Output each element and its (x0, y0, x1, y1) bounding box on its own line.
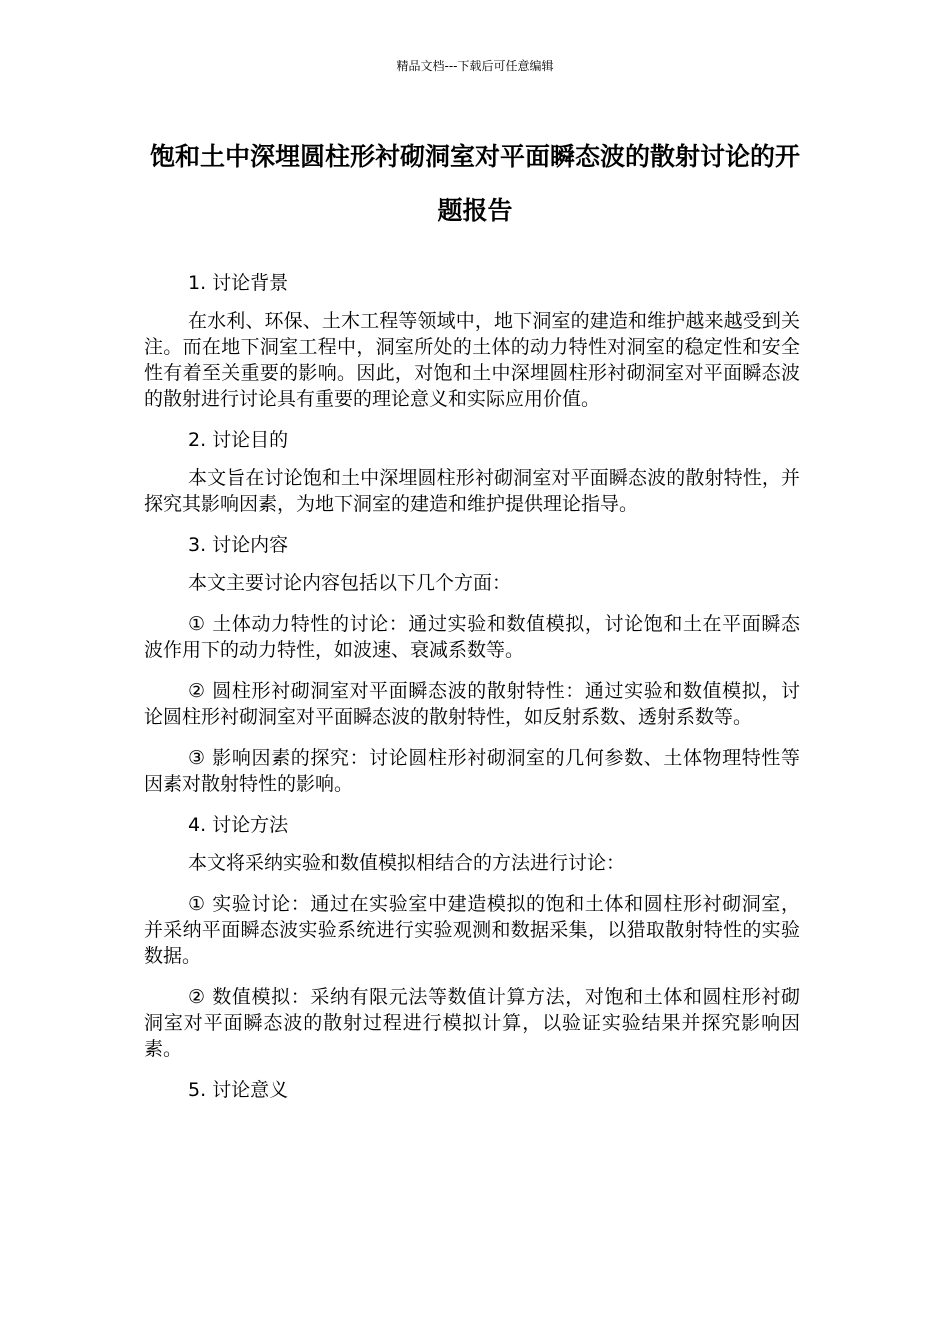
section-heading-method: 4. 讨论方法 (188, 814, 289, 836)
section-heading-background: 1. 讨论背景 (188, 272, 289, 294)
paragraph-content-item-3: ③ 影响因素的探究：讨论圆柱形衬砌洞室的几何参数、土体物理特性等因素对散射特性的影响。 (144, 747, 800, 795)
document-title: 饱和土中深埋圆柱形衬砌洞室对平面瞬态波的散射讨论的开题报告 (149, 142, 800, 225)
section-heading-purpose: 2. 讨论目的 (188, 429, 289, 451)
paragraph-method-intro: 本文将采纳实验和数值模拟相结合的方法进行讨论： (188, 852, 626, 874)
page-header-note: 精品文档---下载后可任意编辑 (396, 59, 554, 73)
section-heading-content: 3. 讨论内容 (188, 534, 289, 556)
paragraph-purpose: 本文旨在讨论饱和土中深埋圆柱形衬砌洞室对平面瞬态波的散射特性，并探究其影响因素，为地下洞室的建造和维护提供理论指导。 (144, 467, 800, 515)
document-body (144, 270, 800, 1115)
paragraph-background: 在水利、环保、土木工程等领域中，地下洞室的建造和维护越来越受到关注。而在地下洞室工程中，洞室所处的土体的动力特性对洞室的稳定性和安全性有着至关重要的影响。因此，对饱和土中深埋圆柱形衬砌洞室对平面瞬态波的散射进行讨论具有重要的理论意义和实际应用价值。 (144, 310, 800, 410)
paragraph-content-item-1: ① 土体动力特性的讨论：通过实验和数值模拟，讨论饱和土在平面瞬态波作用下的动力特性，如波速、衰减系数等。 (144, 613, 800, 661)
paragraph-content-intro: 本文主要讨论内容包括以下几个方面： (188, 572, 512, 594)
paragraph-method-item-2: ② 数值模拟：采纳有限元法等数值计算方法，对饱和土体和圆柱形衬砌洞室对平面瞬态波的散射过程进行模拟计算，以验证实验结果并探究影响因素。 (144, 986, 800, 1060)
paragraph-content-item-2: ② 圆柱形衬砌洞室对平面瞬态波的散射特性：通过实验和数值模拟，讨论圆柱形衬砌洞室对平面瞬态波的散射特性，如反射系数、透射系数等。 (144, 680, 800, 728)
paragraph-method-item-1: ① 实验讨论：通过在实验室中建造模拟的饱和土体和圆柱形衬砌洞室，并采纳平面瞬态波实验系统进行实验观测和数据采集，以猎取散射特性的实验数据。 (144, 893, 800, 967)
section-heading-significance: 5. 讨论意义 (188, 1079, 289, 1101)
